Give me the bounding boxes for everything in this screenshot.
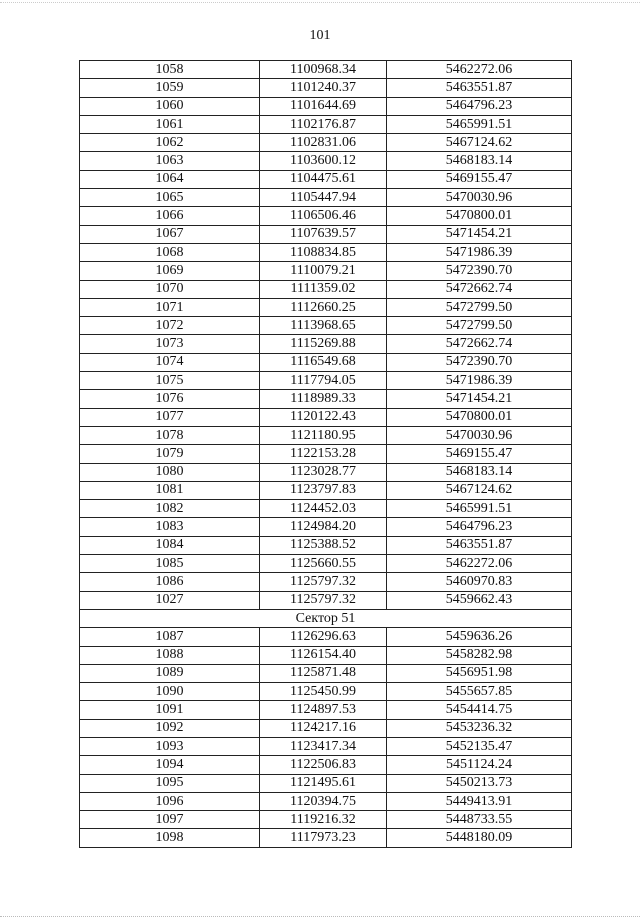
point-number-cell: 1088	[80, 646, 260, 664]
x-coordinate-cell: 1124897.53	[260, 701, 387, 719]
point-number-cell: 1065	[80, 189, 260, 207]
table-row	[80, 372, 572, 390]
y-coordinate-cell: 5472390.70	[387, 262, 572, 280]
x-coordinate-cell: 1120122.43	[260, 408, 387, 426]
table-row	[80, 61, 572, 79]
x-coordinate-cell: 1105447.94	[260, 189, 387, 207]
coordinates-table-body	[80, 61, 572, 848]
table-row	[80, 811, 572, 829]
table-row	[80, 317, 572, 335]
x-coordinate-cell: 1108834.85	[260, 243, 387, 261]
point-number-cell: 1073	[80, 335, 260, 353]
x-coordinate-cell: 1102176.87	[260, 115, 387, 133]
table-row	[80, 829, 572, 847]
table-row	[80, 189, 572, 207]
point-number-cell: 1067	[80, 225, 260, 243]
y-coordinate-cell: 5463551.87	[387, 536, 572, 554]
point-number-cell: 1096	[80, 792, 260, 810]
x-coordinate-cell: 1122153.28	[260, 445, 387, 463]
table-row	[80, 500, 572, 518]
x-coordinate-cell: 1125797.32	[260, 591, 387, 609]
point-number-cell: 1082	[80, 500, 260, 518]
point-number-cell: 1059	[80, 79, 260, 97]
table-row	[80, 225, 572, 243]
y-coordinate-cell: 5455657.85	[387, 683, 572, 701]
y-coordinate-cell: 5462272.06	[387, 555, 572, 573]
point-number-cell: 1083	[80, 518, 260, 536]
x-coordinate-cell: 1116549.68	[260, 353, 387, 371]
point-number-cell: 1094	[80, 756, 260, 774]
x-coordinate-cell: 1123797.83	[260, 481, 387, 499]
x-coordinate-cell: 1123028.77	[260, 463, 387, 481]
y-coordinate-cell: 5459662.43	[387, 591, 572, 609]
y-coordinate-cell: 5471454.21	[387, 390, 572, 408]
x-coordinate-cell: 1118989.33	[260, 390, 387, 408]
table-row	[80, 408, 572, 426]
y-coordinate-cell: 5456951.98	[387, 664, 572, 682]
y-coordinate-cell: 5462272.06	[387, 61, 572, 79]
x-coordinate-cell: 1113968.65	[260, 317, 387, 335]
scan-top-edge	[0, 2, 640, 4]
y-coordinate-cell: 5448733.55	[387, 811, 572, 829]
table-row	[80, 701, 572, 719]
y-coordinate-cell: 5471986.39	[387, 243, 572, 261]
y-coordinate-cell: 5465991.51	[387, 115, 572, 133]
table-row	[80, 555, 572, 573]
point-number-cell: 1076	[80, 390, 260, 408]
point-number-cell: 1081	[80, 481, 260, 499]
y-coordinate-cell: 5460970.83	[387, 573, 572, 591]
table-row	[80, 115, 572, 133]
scan-bottom-edge	[0, 916, 640, 918]
y-coordinate-cell: 5472390.70	[387, 353, 572, 371]
x-coordinate-cell: 1103600.12	[260, 152, 387, 170]
y-coordinate-cell: 5470800.01	[387, 207, 572, 225]
point-number-cell: 1086	[80, 573, 260, 591]
point-number-cell: 1062	[80, 134, 260, 152]
x-coordinate-cell: 1126296.63	[260, 628, 387, 646]
x-coordinate-cell: 1125871.48	[260, 664, 387, 682]
x-coordinate-cell: 1125797.32	[260, 573, 387, 591]
x-coordinate-cell: 1125450.99	[260, 683, 387, 701]
point-number-cell: 1075	[80, 372, 260, 390]
y-coordinate-cell: 5470800.01	[387, 408, 572, 426]
table-row	[80, 262, 572, 280]
y-coordinate-cell: 5464796.23	[387, 97, 572, 115]
table-row	[80, 481, 572, 499]
table-row	[80, 536, 572, 554]
table-row	[80, 628, 572, 646]
point-number-cell: 1092	[80, 719, 260, 737]
y-coordinate-cell: 5465991.51	[387, 500, 572, 518]
table-row	[80, 463, 572, 481]
point-number-cell: 1095	[80, 774, 260, 792]
table-row	[80, 518, 572, 536]
table-row	[80, 134, 572, 152]
x-coordinate-cell: 1101644.69	[260, 97, 387, 115]
y-coordinate-cell: 5458282.98	[387, 646, 572, 664]
x-coordinate-cell: 1125388.52	[260, 536, 387, 554]
table-row	[80, 353, 572, 371]
x-coordinate-cell: 1125660.55	[260, 555, 387, 573]
table-row	[80, 683, 572, 701]
point-number-cell: 1093	[80, 737, 260, 755]
table-row	[80, 573, 572, 591]
x-coordinate-cell: 1112660.25	[260, 298, 387, 316]
x-coordinate-cell: 1106506.46	[260, 207, 387, 225]
x-coordinate-cell: 1117973.23	[260, 829, 387, 847]
y-coordinate-cell: 5454414.75	[387, 701, 572, 719]
x-coordinate-cell: 1124217.16	[260, 719, 387, 737]
x-coordinate-cell: 1121180.95	[260, 426, 387, 444]
table-row	[80, 152, 572, 170]
x-coordinate-cell: 1122506.83	[260, 756, 387, 774]
x-coordinate-cell: 1101240.37	[260, 79, 387, 97]
y-coordinate-cell: 5472799.50	[387, 317, 572, 335]
y-coordinate-cell: 5468183.14	[387, 152, 572, 170]
y-coordinate-cell: 5472799.50	[387, 298, 572, 316]
point-number-cell: 1090	[80, 683, 260, 701]
y-coordinate-cell: 5451124.24	[387, 756, 572, 774]
section-heading-row	[80, 609, 572, 627]
x-coordinate-cell: 1126154.40	[260, 646, 387, 664]
table-row	[80, 280, 572, 298]
point-number-cell: 1098	[80, 829, 260, 847]
table-row	[80, 243, 572, 261]
point-number-cell: 1027	[80, 591, 260, 609]
table-row	[80, 79, 572, 97]
table-row	[80, 774, 572, 792]
table-row	[80, 737, 572, 755]
point-number-cell: 1097	[80, 811, 260, 829]
y-coordinate-cell: 5472662.74	[387, 280, 572, 298]
x-coordinate-cell: 1115269.88	[260, 335, 387, 353]
point-number-cell: 1061	[80, 115, 260, 133]
point-number-cell: 1074	[80, 353, 260, 371]
y-coordinate-cell: 5471454.21	[387, 225, 572, 243]
y-coordinate-cell: 5459636.26	[387, 628, 572, 646]
y-coordinate-cell: 5469155.47	[387, 445, 572, 463]
x-coordinate-cell: 1111359.02	[260, 280, 387, 298]
table-row	[80, 298, 572, 316]
point-number-cell: 1072	[80, 317, 260, 335]
point-number-cell: 1068	[80, 243, 260, 261]
point-number-cell: 1071	[80, 298, 260, 316]
table-row	[80, 207, 572, 225]
y-coordinate-cell: 5471986.39	[387, 372, 572, 390]
point-number-cell: 1069	[80, 262, 260, 280]
table-row	[80, 445, 572, 463]
point-number-cell: 1077	[80, 408, 260, 426]
point-number-cell: 1070	[80, 280, 260, 298]
point-number-cell: 1087	[80, 628, 260, 646]
x-coordinate-cell: 1102831.06	[260, 134, 387, 152]
x-coordinate-cell: 1119216.32	[260, 811, 387, 829]
table-row	[80, 335, 572, 353]
table-row	[80, 792, 572, 810]
y-coordinate-cell: 5463551.87	[387, 79, 572, 97]
point-number-cell: 1089	[80, 664, 260, 682]
table-row	[80, 170, 572, 188]
coordinates-table	[79, 60, 572, 848]
table-row	[80, 756, 572, 774]
page-number: 101	[309, 28, 331, 43]
point-number-cell: 1060	[80, 97, 260, 115]
table-row	[80, 646, 572, 664]
y-coordinate-cell: 5453236.32	[387, 719, 572, 737]
table-row	[80, 664, 572, 682]
x-coordinate-cell: 1124984.20	[260, 518, 387, 536]
y-coordinate-cell: 5468183.14	[387, 463, 572, 481]
y-coordinate-cell: 5448180.09	[387, 829, 572, 847]
y-coordinate-cell: 5470030.96	[387, 189, 572, 207]
x-coordinate-cell: 1124452.03	[260, 500, 387, 518]
y-coordinate-cell: 5449413.91	[387, 792, 572, 810]
x-coordinate-cell: 1120394.75	[260, 792, 387, 810]
point-number-cell: 1078	[80, 426, 260, 444]
point-number-cell: 1058	[80, 61, 260, 79]
y-coordinate-cell: 5452135.47	[387, 737, 572, 755]
table-row	[80, 97, 572, 115]
point-number-cell: 1064	[80, 170, 260, 188]
x-coordinate-cell: 1123417.34	[260, 737, 387, 755]
point-number-cell: 1079	[80, 445, 260, 463]
y-coordinate-cell: 5467124.62	[387, 134, 572, 152]
y-coordinate-cell: 5472662.74	[387, 335, 572, 353]
point-number-cell: 1091	[80, 701, 260, 719]
y-coordinate-cell: 5450213.73	[387, 774, 572, 792]
table-row	[80, 591, 572, 609]
x-coordinate-cell: 1121495.61	[260, 774, 387, 792]
y-coordinate-cell: 5467124.62	[387, 481, 572, 499]
y-coordinate-cell: 5470030.96	[387, 426, 572, 444]
table-row	[80, 426, 572, 444]
table-row	[80, 390, 572, 408]
section-heading: Сектор 51	[80, 609, 572, 627]
point-number-cell: 1066	[80, 207, 260, 225]
x-coordinate-cell: 1110079.21	[260, 262, 387, 280]
point-number-cell: 1085	[80, 555, 260, 573]
y-coordinate-cell: 5469155.47	[387, 170, 572, 188]
x-coordinate-cell: 1100968.34	[260, 61, 387, 79]
point-number-cell: 1084	[80, 536, 260, 554]
point-number-cell: 1063	[80, 152, 260, 170]
table-row	[80, 719, 572, 737]
point-number-cell: 1080	[80, 463, 260, 481]
y-coordinate-cell: 5464796.23	[387, 518, 572, 536]
x-coordinate-cell: 1107639.57	[260, 225, 387, 243]
x-coordinate-cell: 1104475.61	[260, 170, 387, 188]
x-coordinate-cell: 1117794.05	[260, 372, 387, 390]
